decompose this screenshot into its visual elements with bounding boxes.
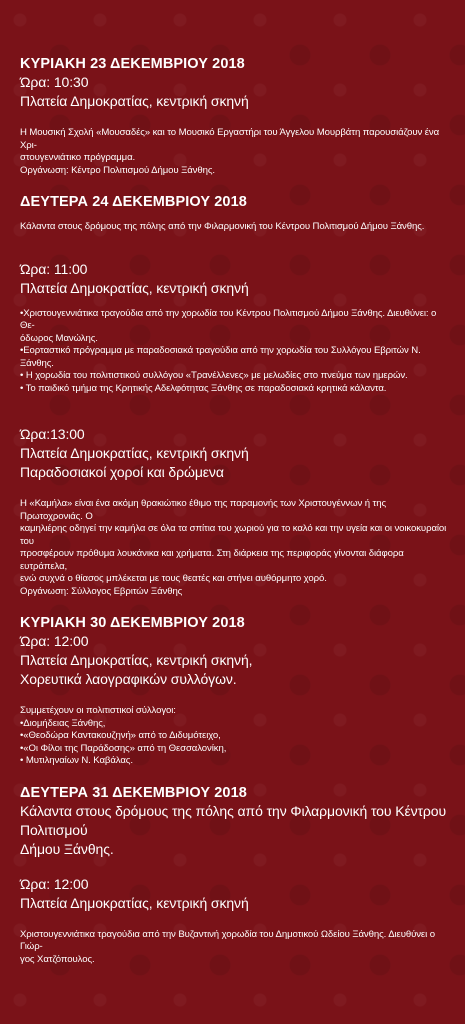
event-place: Πλατεία Δημοκρατίας, κεντρική σκηνή xyxy=(20,279,249,296)
event-description-line: Η Μουσική Σχολή «Μουσαδές» και το Μουσικό Εργαστήρι του Άγγελου Μουρβάτη παρουσιάζουν ένα Χρι- xyxy=(20,127,440,151)
participants-label: Συμμετέχουν οι πολιτιστικοί σύλλογοι: xyxy=(20,705,176,716)
event-day-heading: ΚΥΡΙΑΚΗ 23 ΔΕΚΕΜΒΡΙΟΥ 2018 xyxy=(20,56,245,72)
list-item: •«Οι Φίλοι της Παράδοσης» από τη Θεσσαλονίκη, xyxy=(20,742,227,754)
event-description-line: προσφέρουν πρόθυμα λουκάνικα και χρήματα. Στη διάρκεια της περιφοράς γίνονται διάφορα ευτράπελα, xyxy=(20,548,404,572)
event-description-line: γος Χατζόπουλος. xyxy=(20,953,95,965)
list-item: • Η χορωδία του πολιτιστικού συλλόγου «Τρανέλλενες» με μελωδίες στο πνεύμα των ημερών. xyxy=(20,370,408,381)
event-organizer: Οργάνωση: Σύλλογος Εβριτών Ξάνθης xyxy=(20,585,183,597)
event-time: Ώρα: 12:00 xyxy=(20,875,89,892)
event-place: Πλατεία Δημοκρατίας, κεντρική σκηνή, xyxy=(20,652,253,668)
event-intro: Δήμου Ξάνθης. xyxy=(20,840,114,857)
event-subtitle: Παραδοσιακοί χοροί και δρώμενα xyxy=(20,464,224,480)
list-item: όδωρος Μανώλης. xyxy=(20,332,98,344)
event-day-heading: ΔΕΥΤΕΡΑ 31 ΔΕΚΕΜΒΡΙΟΥ 2018 xyxy=(20,784,247,801)
event-dec-24 xyxy=(20,193,450,598)
event-place: Πλατεία Δημοκρατίας, κεντρική σκηνή xyxy=(20,93,249,109)
event-time: Ώρα: 12:00 xyxy=(20,633,89,649)
event-day-heading: ΔΕΥΤΕΡΑ 24 ΔΕΚΕΜΒΡΙΟΥ 2018 xyxy=(20,194,247,210)
event-subtitle: Χορευτικά λαογραφικών συλλόγων. xyxy=(20,671,237,687)
list-item: •Εορταστικό πρόγραμμα με παραδοσιακά τραγούδια από την χορωδία του Συλλόγου Εβριτών Ν. Ξάνθης. xyxy=(20,345,421,369)
list-item: • Το παιδικό τμήμα της Κρητικής Αδελφότητας Ξάνθης σε παραδοσιακά κρητικά κάλαντα. xyxy=(20,382,387,394)
event-description-line: καμηλιέρης οδηγεί την καμήλα σε όλα τα σπίτια του χωριού για το καλό και την υγεία και οι νοικοκυραίοι του xyxy=(20,523,447,547)
event-day-heading: ΚΥΡΙΑΚΗ 30 ΔΕΚΕΜΒΡΙΟΥ 2018 xyxy=(20,615,245,631)
event-intro: Κάλαντα στους δρόμους της πόλης από την Φιλαρμονική του Κέντρου Πολιτισμού Δήμου Ξάνθης. xyxy=(20,221,425,232)
event-time: Ώρα: 10:30 xyxy=(20,74,89,90)
event-time: Ώρα: 11:00 xyxy=(20,260,88,277)
list-item: •Διομήδειας Ξάνθης, xyxy=(20,717,106,729)
event-description-line: ενώ συχνά ο θίασος μπλέκεται με τους θεατές και στήνει αυθόρμητο χορό. xyxy=(20,573,327,584)
list-item: • Μυτιληναίων Ν. Καβάλας. xyxy=(20,755,133,766)
event-description-line: Η «Καμήλα» είναι ένα ακόμη θρακιώτικο έθιμο της παραμονής των Χριστουγέννων ή της Πρωτοχρονιάς. Ο xyxy=(20,498,386,522)
event-dec-30 xyxy=(20,614,450,768)
event-description-line: Χριστουγεννιάτικα τραγούδια από την Βυζαντινή χορωδία του Δημοτικού Ωδείου Ξάνθης. Διευθύνει ο Γιώρ- xyxy=(20,928,435,952)
event-program-list xyxy=(20,308,450,396)
event-time: Ώρα:13:00 xyxy=(20,426,85,442)
event-organizer: Οργάνωση: Κέντρο Πολιτισμού Δήμου Ξάνθης. xyxy=(20,164,215,176)
event-place: Πλατεία Δημοκρατίας, κεντρική σκηνή xyxy=(20,445,249,461)
event-intro: Κάλαντα στους δρόμους της πόλης από την Φιλαρμονική του Κέντρου Πολιτισμού xyxy=(20,802,447,838)
event-dec-31 xyxy=(20,784,450,967)
list-item: •Χριστουγεννιάτικα τραγούδια από την χορωδία του Κέντρου Πολιτισμού Δήμου Ξάνθης. Διευθύνει: ο Θε- xyxy=(20,307,437,331)
event-dec-23 xyxy=(20,55,450,177)
event-description-line: στουγεννιάτικο πρόγραμμα. xyxy=(20,152,136,163)
event-schedule xyxy=(20,55,450,966)
participants-list xyxy=(20,718,450,768)
event-place: Πλατεία Δημοκρατίας, κεντρική σκηνή xyxy=(20,894,249,911)
list-item: •«Θεοδώρα Καντακουζηνή» από το Διδυμότειχο, xyxy=(20,730,221,741)
